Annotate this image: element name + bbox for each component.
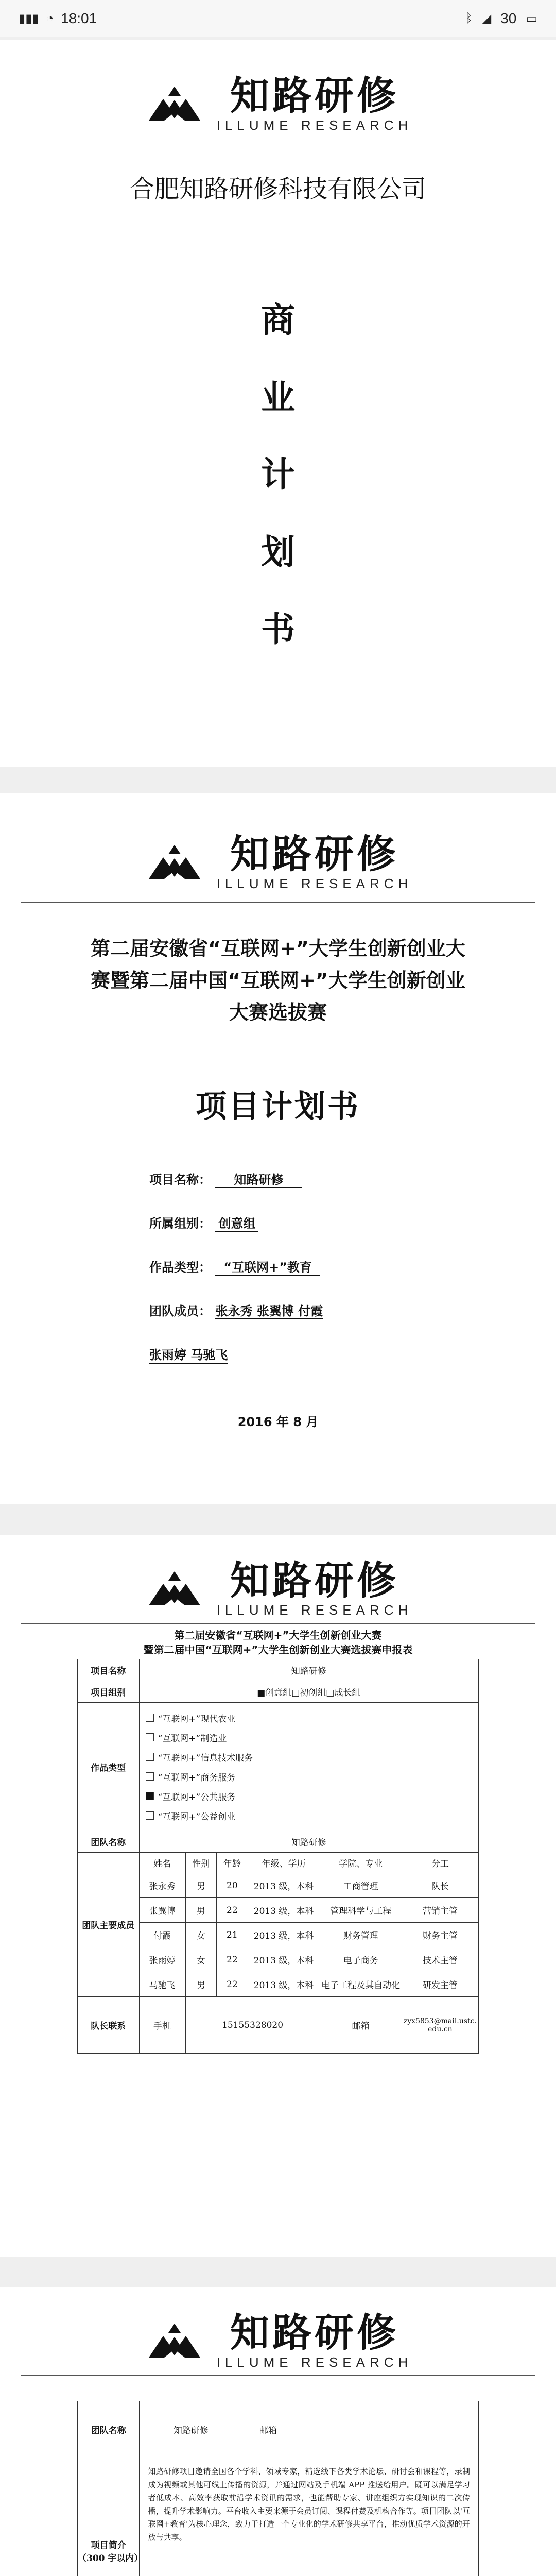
member-cell: 男 [185,1873,217,1898]
form-header-1: 第二届安徽省“互联网+”大学生创新创业大赛 [174,1629,382,1641]
member-cell: 管理科学与工程 [320,1898,402,1923]
company-name: 合肥知路研修科技有限公司 [129,175,426,204]
members-continued: 张雨婷 马驰飞 [149,1345,228,1364]
header-divider [21,1623,535,1624]
doc-title: 项目计划书 [196,1089,360,1125]
checkbox[interactable] [146,1811,154,1820]
member-header: 姓名 [139,1853,185,1873]
plan-cover-page [0,793,556,1504]
project-name-value: 知路研修 [139,1659,478,1681]
member-cell: 技术主管 [402,1947,478,1972]
logo-cn: 知路研修 [230,1557,399,1603]
contest-line: 第二届安徽省“互联网+”大学生创新创业大 [91,937,465,960]
logo-mark-icon [144,2321,205,2363]
header-divider [21,902,535,903]
status-time: 18:01 [61,10,97,26]
member-cell: 20 [217,1873,248,1898]
application-table-continued [77,2401,479,2576]
type-option-label: “互联网+”公益创业 [158,1811,236,1822]
form-continued-page [0,2287,556,2576]
member-cell: 财务管理 [320,1923,402,1947]
member-cell: 女 [185,1923,217,1947]
member-header: 年级、学历 [248,1853,320,1873]
plan-date: 2016 年 8 月 [237,1415,319,1429]
type-option-label: “互联网+”现代农业 [158,1714,236,1724]
type-label: 作品类型 [78,1703,140,1831]
checkbox[interactable] [146,1753,154,1761]
type-option[interactable] [140,1767,478,1786]
phone-value: 15155328020 [185,1997,320,2054]
member-cell: 男 [185,1898,217,1923]
checkbox-checked[interactable] [146,1792,154,1800]
contest-line: 赛暨第二届中国“互联网+”大学生创新创业 [91,969,465,992]
field-label: 项目名称： [149,1173,211,1187]
member-cell: 电子工程及其自动化 [320,1972,402,1997]
logo-mark-icon [144,84,205,126]
member-cell: 张雨婷 [139,1947,185,1972]
battery-level: 30 [500,10,517,26]
type-option[interactable] [140,1708,478,1727]
member-cell: 2013 级，本科 [248,1972,320,1997]
member-cell: 2013 级，本科 [248,1873,320,1898]
field-row [149,1257,320,1275]
member-cell: 研发主管 [402,1972,478,1997]
form-header-2: 暨第二届中国“互联网+”大学生创新创业大赛选拔赛申报表 [143,1643,413,1656]
logo [0,2310,556,2370]
logo-cn: 知路研修 [230,2310,399,2355]
type-option-label: “互联网+”商务服务 [158,1772,236,1783]
checkbox[interactable] [146,1733,154,1741]
logo-en: ILLUME RESEARCH [216,1602,413,1618]
cover-title-char: 业 [261,377,295,417]
application-table [77,1659,479,2054]
signal-icon: ▮▮▮ [19,11,39,26]
checkbox[interactable] [146,1714,154,1722]
team-members-label: 团队主要成员 [78,1853,140,1997]
type-option-label: “互联网+”公共服务 [158,1792,236,1803]
type-option[interactable] [140,1727,478,1747]
member-cell: 张永秀 [139,1873,185,1898]
member-cell: 2013 级，本科 [248,1898,320,1923]
team-name-value: 知路研修 [139,1831,478,1853]
member-cell: 22 [217,1947,248,1972]
type-option-label: “互联网+”信息技术服务 [158,1753,253,1764]
phone-label: 手机 [139,1997,185,2054]
logo [0,1557,556,1618]
team-name-value: 知路研修 [140,2401,242,2458]
member-cell: 22 [217,1898,248,1923]
bluetooth-icon: ᛒ [465,11,473,25]
logo-en: ILLUME RESEARCH [216,876,413,891]
field-value: 知路研修 [215,1173,302,1188]
wifi-icon: ◔ [46,11,54,25]
group-value: ■创意组□初创组□成长组 [139,1681,478,1703]
email-value: zyx5853@mail.ustc.edu.cn [402,1997,478,2054]
member-header: 分工 [402,1853,478,1873]
field-value: “互联网+”教育 [215,1260,320,1276]
field-label: 所属组别： [149,1216,211,1231]
cover-title-char: 书 [261,609,295,649]
email-label: 邮箱 [320,1997,402,2054]
member-cell: 马驰飞 [139,1972,185,1997]
field-label: 团队成员： [149,1304,211,1318]
member-cell: 女 [185,1947,217,1972]
project-name-label: 项目名称 [78,1659,140,1681]
application-form-page [0,1535,556,2257]
member-cell: 付霞 [139,1923,185,1947]
checkbox[interactable] [146,1772,154,1781]
type-option[interactable] [140,1747,478,1767]
member-cell: 工商管理 [320,1873,402,1898]
member-cell: 2013 级，本科 [248,1923,320,1947]
cover-title-char: 商 [261,300,295,340]
member-cell: 21 [217,1923,248,1947]
team-name-label: 团队名称 [78,2401,140,2458]
member-cell: 2013 级，本科 [248,1947,320,1972]
member-cell: 电子商务 [320,1947,402,1972]
type-option[interactable] [140,1806,478,1825]
logo-cn: 知路研修 [230,73,399,118]
signal-strength-icon: ◢ [481,11,492,26]
logo-en: ILLUME RESEARCH [216,117,413,133]
logo [0,73,556,133]
member-cell: 22 [217,1972,248,1997]
status-bar [0,0,556,37]
member-cell: 财务主管 [402,1923,478,1947]
intro-label: 项目简介（300 字以内） [78,2458,140,2576]
logo [0,831,556,892]
logo-mark-icon [144,1569,205,1611]
logo-cn: 知路研修 [230,831,399,877]
field-label: 作品类型： [149,1260,211,1275]
field-value: 创意组 [215,1216,258,1232]
logo-en: ILLUME RESEARCH [216,2354,413,2370]
field-row [149,1170,302,1188]
header-divider [21,2375,535,2376]
group-label: 项目组别 [78,1681,140,1703]
member-cell: 张翼博 [139,1898,185,1923]
member-header: 学院、专业 [320,1853,402,1873]
member-cell: 队长 [402,1873,478,1898]
field-row [149,1213,258,1231]
cover-title-char: 划 [261,532,295,572]
project-intro: 知路研修项目邀请全国各个学科、领域专家，精选线下各类学术论坛、研讨会和课程等，录制成为视频或其他可线上传播的资源，并通过网站及手机端 APP 推送给用户。既可以满足学习者低成本、高效率获取前沿学术资讯的需求，也能帮助专家、讲座组织方实现知识的二次传播，提升学术影响力。平台收入主要来源于会员订阅、课程付费及机构合作等。项目团队以'互联网+教育'为核心理念，致力于打造一个专业化的学术研修共享平台，推动优质学术资源的开放与共享。 [140,2458,479,2576]
member-header: 性别 [185,1853,217,1873]
logo-mark-icon [144,843,205,884]
type-option-label: “互联网+”制造业 [158,1733,227,1744]
field-row [149,1301,323,1319]
member-header: 年龄 [217,1853,248,1873]
member-cell: 男 [185,1972,217,1997]
cover-page [0,40,556,767]
contact-label: 队长联系 [78,1997,140,2054]
contest-line: 大赛选拔赛 [229,1001,327,1024]
email-label: 邮箱 [242,2401,294,2458]
member-cell: 营销主管 [402,1898,478,1923]
type-option[interactable] [140,1786,478,1806]
field-value: 张永秀 张翼博 付霞 [215,1304,323,1318]
battery-icon: ▭ [526,11,537,26]
cover-title-char: 计 [261,454,295,495]
team-name-label: 团队名称 [78,1831,140,1853]
